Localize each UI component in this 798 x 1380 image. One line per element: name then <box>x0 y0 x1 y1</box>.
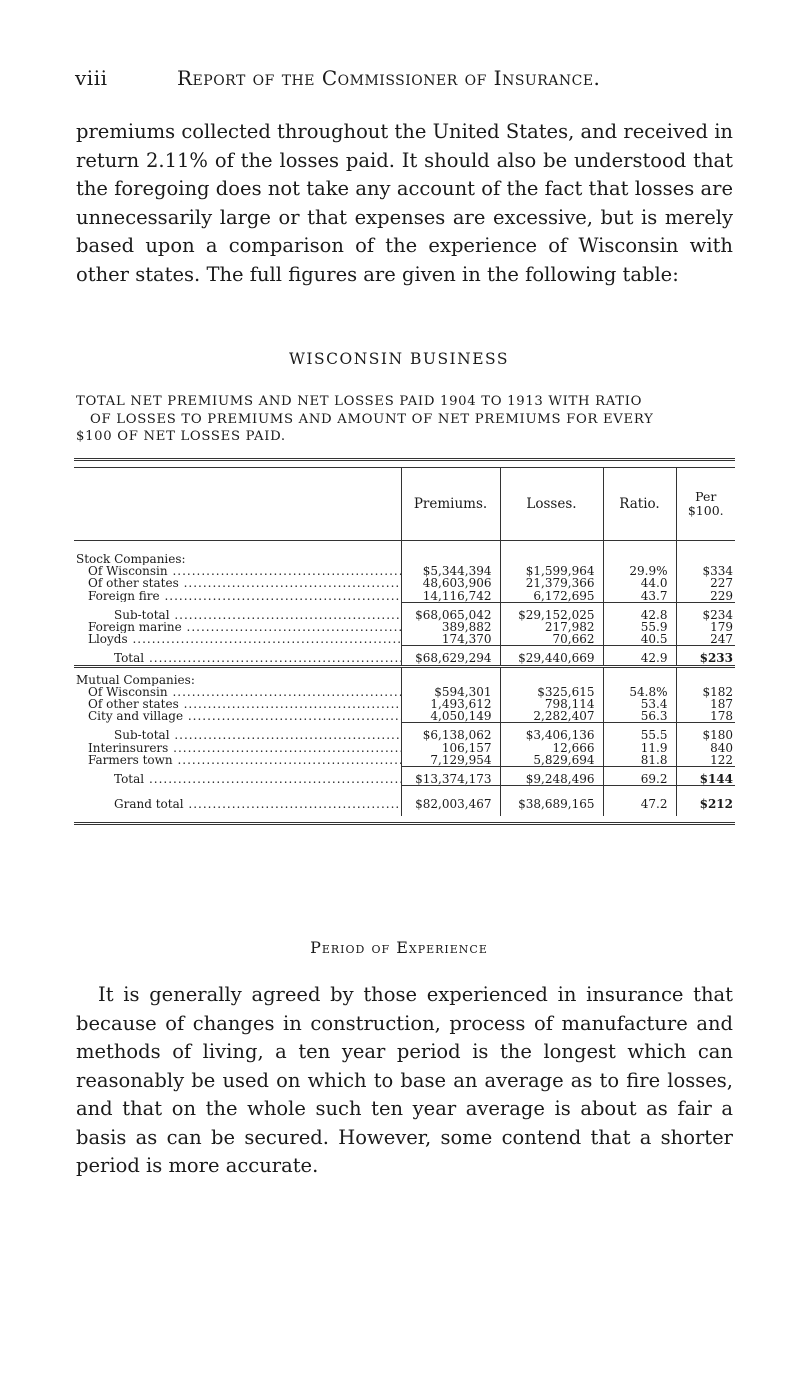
cell-premiums: 7,129,954 <box>401 754 500 767</box>
insurance-table <box>74 458 735 825</box>
cell-losses: $38,689,165 <box>500 798 603 810</box>
table-row <box>74 609 735 621</box>
caption-line: $100 OF NET LOSSES PAID. <box>76 429 286 444</box>
table-total-row <box>74 652 735 666</box>
cell-per-100: 122 <box>676 754 735 767</box>
cell-losses: 2,282,407 <box>500 710 603 723</box>
cell-per-100: 179 <box>676 621 735 633</box>
cell-per-100: 229 <box>676 590 735 603</box>
cell-premiums: 389,882 <box>401 621 500 633</box>
cell-premiums: 14,116,742 <box>401 590 500 603</box>
table-row <box>74 590 735 603</box>
row-label: Total ..... <box>114 652 401 665</box>
row-label: Total ..... <box>114 773 401 786</box>
table-section-heading <box>74 674 735 686</box>
cell-losses: $29,152,025 <box>500 609 603 621</box>
cell-ratio: 55.5 <box>603 729 676 741</box>
cell-losses: 6,172,695 <box>500 590 603 603</box>
cell-per-100: 227 <box>676 577 735 589</box>
section-label-mutual: Mutual Companies: <box>76 673 195 686</box>
column-header-losses: Losses. <box>500 468 603 541</box>
column-header-ratio: Ratio. <box>603 468 676 541</box>
cell-premiums: $82,003,467 <box>401 798 500 810</box>
row-label: Sub-total ..... <box>114 729 401 741</box>
cell-premiums: $5,344,394 <box>401 565 500 577</box>
running-header <box>75 66 735 96</box>
cell-losses: 12,666 <box>500 742 603 754</box>
cell-ratio: 40.5 <box>603 633 676 646</box>
cell-ratio: 55.9 <box>603 621 676 633</box>
section-label-stock: Stock Companies: <box>76 553 186 566</box>
cell-losses: 798,114 <box>500 698 603 710</box>
cell-losses: $3,406,136 <box>500 729 603 741</box>
cell-premiums: $6,138,062 <box>401 729 500 741</box>
table-header-row <box>74 468 735 541</box>
table-caption <box>76 393 736 446</box>
table-row <box>74 577 735 589</box>
column-header-premiums: Premiums. <box>401 468 500 541</box>
table-row <box>74 565 735 577</box>
intro-paragraph: premiums collected throughout the United States, and received in return 2.11% of the losses paid. It should also be understood that the foregoing does not take any account of the fact that losses are unnecessarily large or that expenses are excessive, but is merely based upon a comparison of the experience of Wisconsin with other states. The full figures are given in the following table: <box>76 120 733 286</box>
cell-per-100: 840 <box>676 742 735 754</box>
cell-premiums: $68,065,042 <box>401 609 500 621</box>
table-row <box>74 698 735 710</box>
table-bottom-rule <box>74 822 735 825</box>
cell-ratio: 54.8% <box>603 686 676 698</box>
cell-losses: $1,599,964 <box>500 565 603 577</box>
row-label: Sub-total ..... <box>114 609 401 621</box>
section-heading: Period of Experience <box>310 938 488 957</box>
page-number: viii <box>75 66 108 90</box>
cell-ratio: 69.2 <box>603 773 676 786</box>
table-row <box>74 729 735 741</box>
cell-premiums: 48,603,906 <box>401 577 500 589</box>
cell-per-100: $144 <box>676 773 735 786</box>
cell-ratio: 29.9% <box>603 565 676 577</box>
cell-ratio: 56.3 <box>603 710 676 723</box>
cell-losses: $29,440,669 <box>500 652 603 666</box>
row-label: Farmers town ..... <box>88 754 401 767</box>
cell-per-100: 247 <box>676 633 735 646</box>
cell-ratio: 53.4 <box>603 698 676 710</box>
cell-premiums: 1,493,612 <box>401 698 500 710</box>
cell-per-100: $233 <box>676 652 735 666</box>
cell-per-100: 187 <box>676 698 735 710</box>
row-label: Of Wisconsin ..... <box>88 686 401 698</box>
row-label: Of other states ..... <box>88 577 401 589</box>
table-row <box>74 686 735 698</box>
table-row <box>74 710 735 723</box>
cell-ratio: 44.0 <box>603 577 676 589</box>
cell-losses: 5,829,694 <box>500 754 603 767</box>
cell-per-100: $212 <box>676 798 735 810</box>
cell-ratio: 42.9 <box>603 652 676 666</box>
cell-premiums: 106,157 <box>401 742 500 754</box>
column-header-per-100: Per $100. <box>676 468 735 541</box>
row-label: Grand total ..... <box>114 798 401 810</box>
table-row <box>74 742 735 754</box>
cell-premiums: $68,629,294 <box>401 652 500 666</box>
cell-premiums: $13,374,173 <box>401 773 500 786</box>
row-label: Foreign fire ..... <box>88 590 401 603</box>
cell-per-100: $334 <box>676 565 735 577</box>
row-label: Lloyds ..... <box>88 633 401 646</box>
cell-ratio: 11.9 <box>603 742 676 754</box>
cell-ratio: 47.2 <box>603 798 676 810</box>
caption-line: TOTAL NET PREMIUMS AND NET LOSSES PAID 1904 TO 1913 WITH RATIO <box>76 394 643 409</box>
cell-per-100: $180 <box>676 729 735 741</box>
cell-ratio: 42.8 <box>603 609 676 621</box>
cell-losses: 217,982 <box>500 621 603 633</box>
table-total-row <box>74 773 735 786</box>
cell-ratio: 81.8 <box>603 754 676 767</box>
cell-premiums: $594,301 <box>401 686 500 698</box>
cell-per-100: 178 <box>676 710 735 723</box>
cell-losses: $9,248,496 <box>500 773 603 786</box>
row-label: Of Wisconsin ..... <box>88 565 401 577</box>
cell-per-100: $234 <box>676 609 735 621</box>
row-label: Foreign marine ..... <box>88 621 401 633</box>
cell-ratio: 43.7 <box>603 590 676 603</box>
cell-losses: 70,662 <box>500 633 603 646</box>
cell-losses: $325,615 <box>500 686 603 698</box>
cell-losses: 21,379,366 <box>500 577 603 589</box>
table-row <box>74 621 735 633</box>
table-row <box>74 754 735 767</box>
table-row <box>74 633 735 646</box>
row-label: City and village ..... <box>88 710 401 723</box>
row-label: Interinsurers ..... <box>88 742 401 754</box>
cell-premiums: 4,050,149 <box>401 710 500 723</box>
cell-premiums: 174,370 <box>401 633 500 646</box>
closing-paragraph: It is generally agreed by those experienced in insurance that because of changes in construction, process of manufacture and methods of living, a ten year period is the longest which can reasonably be used on which to base an average as to fire losses, and that on the whole such ten year average is about as fair a basis as can be secured. However, some contend that a shorter period is more accurate. <box>76 983 733 1177</box>
table-grand-total-row <box>74 798 735 810</box>
label-column-header <box>74 468 401 541</box>
cell-per-100: $182 <box>676 686 735 698</box>
table-top-rule <box>74 458 735 468</box>
caption-line: OF LOSSES TO PREMIUMS AND AMOUNT OF NET PREMIUMS FOR EVERY <box>90 411 654 427</box>
row-label: Of other states ..... <box>88 698 401 710</box>
running-title: Report of the Commissioner of Insurance. <box>177 66 601 90</box>
table-title: WISCONSIN BUSINESS <box>288 350 510 368</box>
